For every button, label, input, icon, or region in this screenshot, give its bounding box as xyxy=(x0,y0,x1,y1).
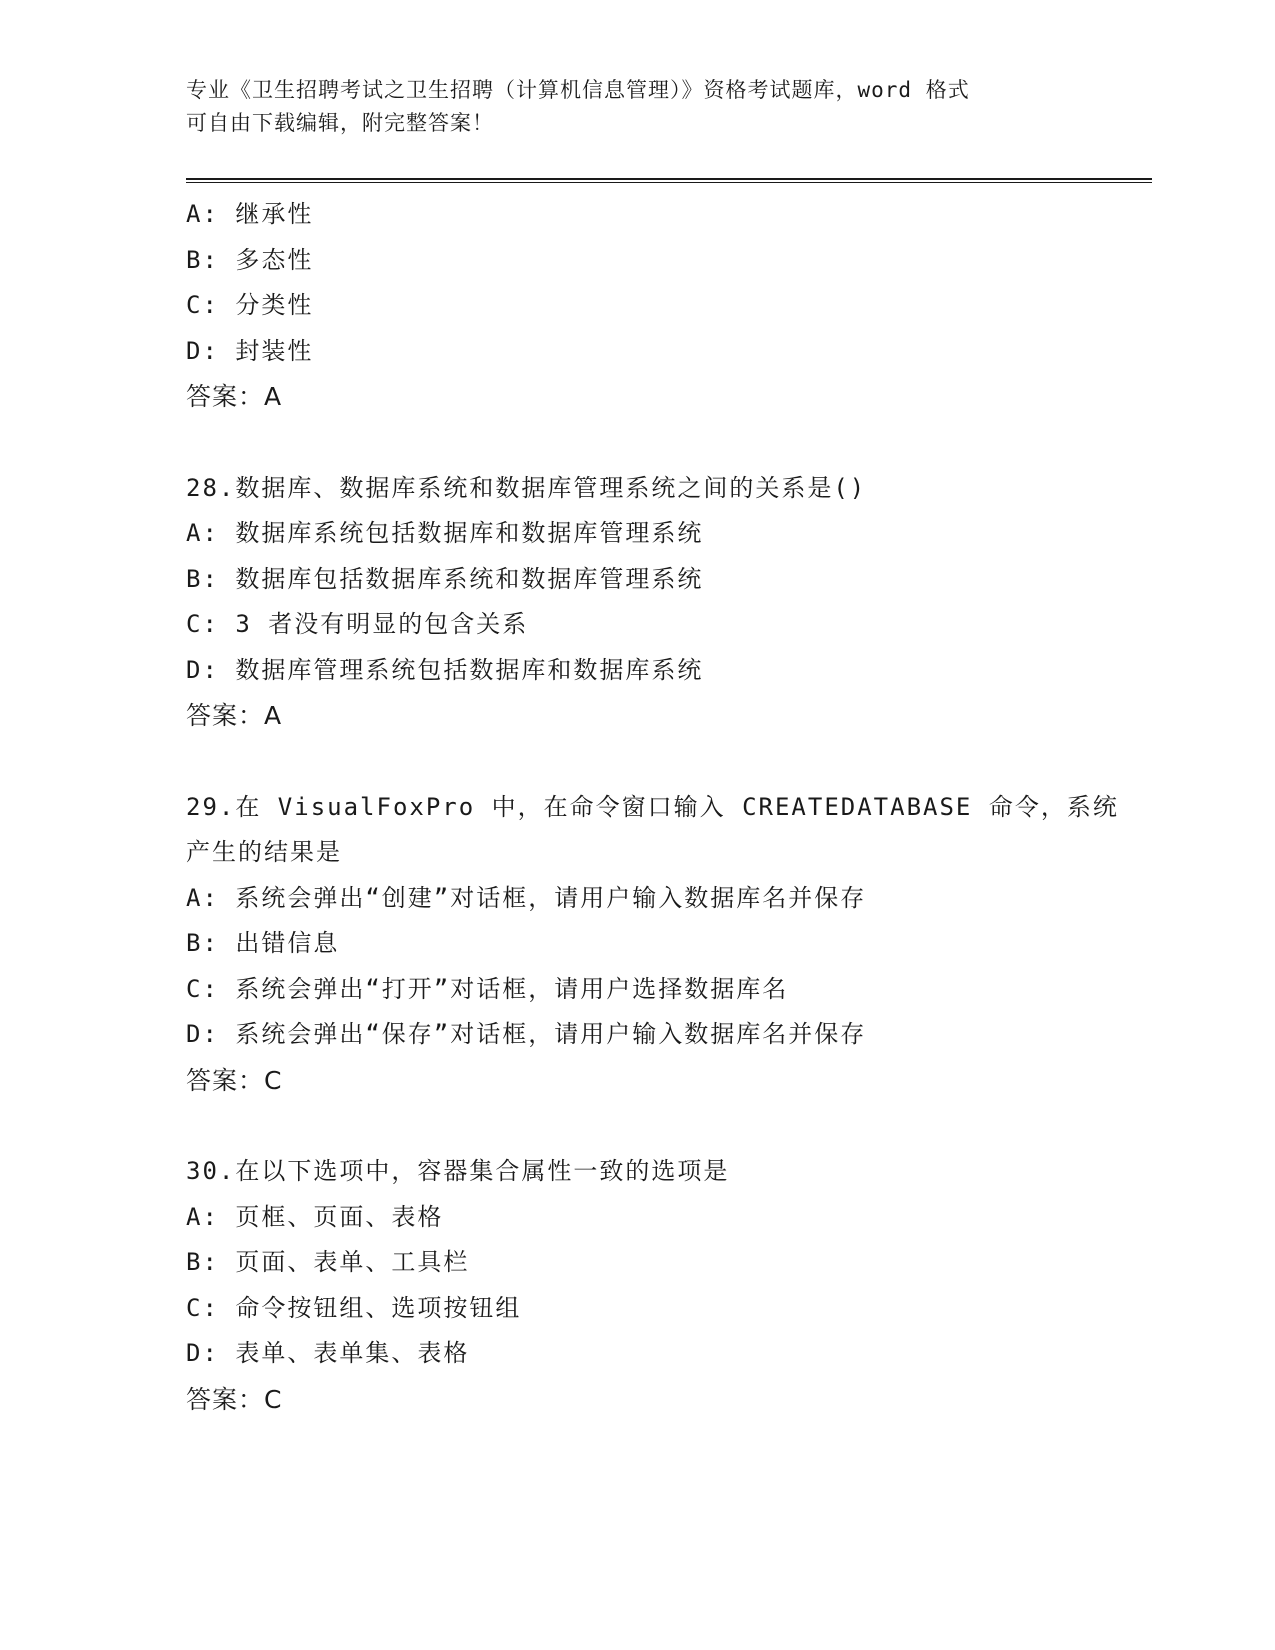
option-b: B: 出错信息 xyxy=(186,929,340,957)
question-list xyxy=(186,192,1152,1422)
question-30 xyxy=(186,1149,1152,1422)
option-d: D: 数据库管理系统包括数据库和数据库系统 xyxy=(186,655,704,684)
question-text: 28.数据库、数据库系统和数据库管理系统之间的关系是() xyxy=(186,473,867,502)
question-27 xyxy=(186,192,1152,420)
option-c: C: 命令按钮组、选项按钮组 xyxy=(186,1293,522,1322)
question-text: 30.在以下选项中，容器集合属性一致的选项是 xyxy=(186,1157,730,1185)
divider-thin xyxy=(186,182,1152,183)
option-c: C: 系统会弹出“打开”对话框，请用户选择数据库名 xyxy=(186,974,789,1003)
option-a: A: 数据库系统包括数据库和数据库管理系统 xyxy=(186,519,704,547)
option-c: C: 分类性 xyxy=(186,291,314,319)
option-b: B: 数据库包括数据库系统和数据库管理系统 xyxy=(186,564,704,593)
option-d: D: 表单、表单集、表格 xyxy=(186,1339,470,1367)
question-29 xyxy=(186,785,1152,1104)
question-28 xyxy=(186,466,1152,739)
spacer xyxy=(186,739,1152,785)
option-a: A: 继承性 xyxy=(186,200,314,228)
option-d: D: 封装性 xyxy=(186,336,314,365)
answer-line: 答案：C xyxy=(186,1065,283,1095)
option-d: D: 系统会弹出“保存”对话框，请用户输入数据库名并保存 xyxy=(186,1020,867,1048)
header-line-2: 可自由下载编辑，附完整答案！ xyxy=(186,111,494,135)
option-c: C: 3 者没有明显的包含关系 xyxy=(186,610,529,638)
question-text-line-2: 产生的结果是 xyxy=(186,838,342,866)
divider-thick xyxy=(186,178,1152,180)
option-b: B: 页面、表单、工具栏 xyxy=(186,1248,470,1276)
question-text-line-1: 29.在 VisualFoxPro 中，在命令窗口输入 CREATEDATABASE 命令，系统 xyxy=(186,792,1119,821)
header-divider xyxy=(186,178,1152,184)
answer-line: 答案：A xyxy=(186,701,283,730)
header-line-1: 专业《卫生招聘考试之卫生招聘（计算机信息管理）》资格考试题库，word 格式 xyxy=(186,78,970,102)
spacer xyxy=(186,1103,1152,1149)
spacer xyxy=(186,420,1152,466)
option-b: B: 多态性 xyxy=(186,245,314,274)
answer-line: 答案：C xyxy=(186,1384,283,1414)
answer-line: 答案：A xyxy=(186,382,283,411)
option-a: A: 系统会弹出“创建”对话框，请用户输入数据库名并保存 xyxy=(186,883,867,912)
option-a: A: 页框、页面、表格 xyxy=(186,1202,444,1231)
document-header xyxy=(186,74,1066,140)
